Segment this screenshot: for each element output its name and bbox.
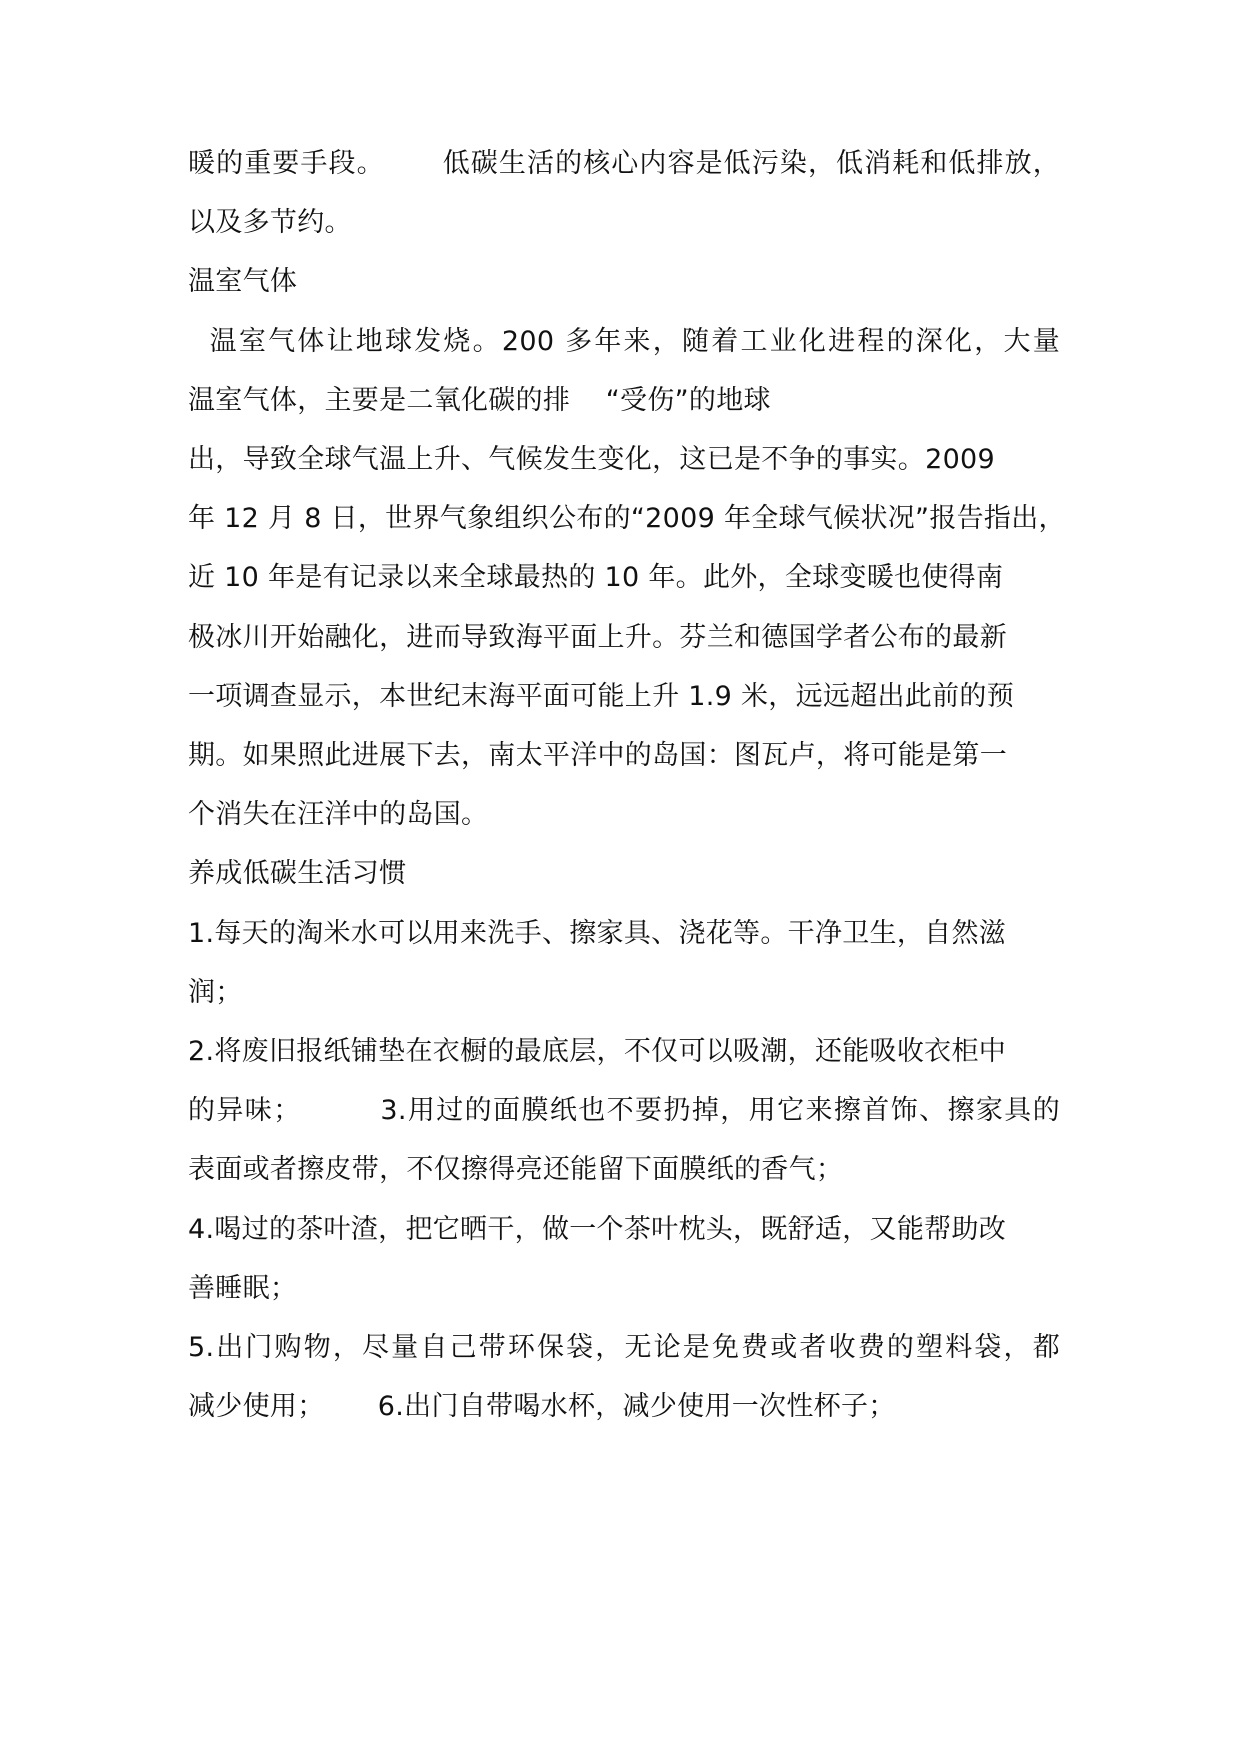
greenhouse-line-1: 温室气体让地球发烧。200 多年来，随着工业化进程的深化，大量 [188, 326, 1060, 357]
heading-low-carbon-habits: 养成低碳生活习惯 [188, 858, 407, 889]
habit-line-5: 表面或者擦皮带，不仅擦得亮还能留下面膜纸的香气； [188, 1154, 844, 1185]
greenhouse-line-2: 温室气体，主要是二氧化碳的排 “受伤”的地球 [188, 385, 771, 416]
habit-line-1: 1.每天的淘米水可以用来洗手、擦家具、浇花等。干净卫生，自然滋 [188, 918, 1007, 949]
habit-line-8: 5.出门购物，尽量自己带环保袋，无论是免费或者收费的塑料袋，都 [188, 1332, 1060, 1363]
intro-line-1: 暖的重要手段。 低碳生活的核心内容是低污染，低消耗和低排放， [188, 148, 1060, 179]
greenhouse-line-9: 个消失在汪洋中的岛国。 [188, 799, 489, 830]
heading-greenhouse-gas: 温室气体 [188, 266, 298, 297]
greenhouse-line-8: 期。如果照此进展下去，南太平洋中的岛国：图瓦卢，将可能是第一 [188, 740, 1007, 771]
habit-line-4: 的异味； 3.用过的面膜纸也不要扔掉，用它来擦首饰、擦家具的 [188, 1095, 1060, 1126]
intro-line-2: 以及多节约。 [188, 207, 352, 238]
habit-line-3: 2.将废旧报纸铺垫在衣橱的最底层，不仅可以吸潮，还能吸收衣柜中 [188, 1036, 1007, 1067]
habit-line-2: 润； [188, 977, 243, 1008]
greenhouse-line-7: 一项调查显示，本世纪末海平面可能上升 1.9 米，远远超出此前的预 [188, 681, 1015, 712]
habit-line-9: 减少使用； 6.出门自带喝水杯，减少使用一次性杯子； [188, 1391, 896, 1422]
greenhouse-line-6: 极冰川开始融化，进而导致海平面上升。芬兰和德国学者公布的最新 [188, 622, 1007, 653]
greenhouse-line-5: 近 10 年是有记录以来全球最热的 10 年。此外，全球变暖也使得南 [188, 562, 1004, 593]
greenhouse-line-4: 年 12 月 8 日，世界气象组织公布的“2009 年全球气候状况”报告指出， [188, 503, 1066, 534]
habit-line-7: 善睡眠； [188, 1273, 298, 1304]
habit-line-6: 4.喝过的茶叶渣，把它晒干，做一个茶叶枕头，既舒适，又能帮助改 [188, 1214, 1007, 1245]
greenhouse-line-3: 出，导致全球气温上升、气候发生变化，这已是不争的事实。2009 [188, 444, 996, 475]
